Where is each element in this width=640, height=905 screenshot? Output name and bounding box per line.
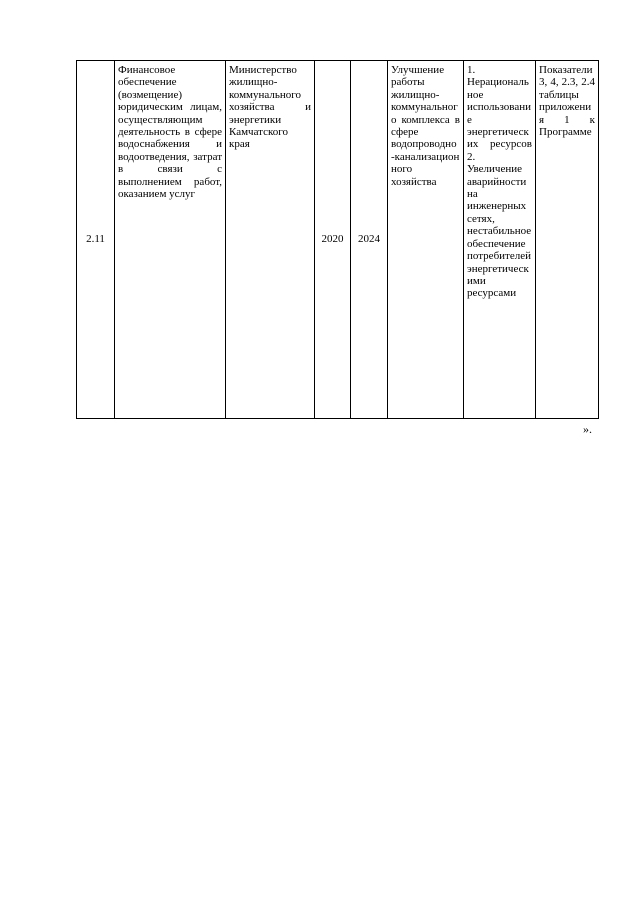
indicators-cell	[536, 61, 599, 419]
end-year-cell	[351, 61, 388, 419]
row-number: 2.11	[86, 233, 105, 246]
row-number-cell	[77, 61, 115, 419]
executor-text: Министерство жилищно-коммунального хозяйства и энергетики Камчатского края	[229, 64, 311, 151]
consequences-cell	[464, 61, 536, 419]
table-row	[77, 61, 599, 419]
event-text: Финансовое обеспечение (возмещение) юридическим лицам, осуществляющим деятельность в сфере водоснабжения и водоотведения, затрат в связи с выполнением работ, оказанием услуг	[118, 64, 222, 201]
program-table	[76, 60, 599, 419]
event-cell	[115, 61, 226, 419]
consequences-text: 1. Нерациональное использование энергетических ресурсов 2. Увеличение аварийности на инженерных сетях, нестабильное обеспечение потребителей энергетическими ресурсами	[467, 64, 532, 300]
executor-cell	[226, 61, 315, 419]
end-year: 2024	[358, 233, 380, 246]
start-year-cell	[315, 61, 351, 419]
indicators-text: Показатели 3, 4, 2.3, 2.4 таблицы приложения 1 к Программе	[539, 64, 595, 139]
closing-quote-mark: ».	[583, 422, 592, 436]
expected-result-cell	[388, 61, 464, 419]
start-year: 2020	[321, 233, 344, 246]
expected-result-text: Улучшение работы жилищно-коммунального комплекса в сфере водопроводно-канализационного хозяйства	[391, 64, 460, 188]
